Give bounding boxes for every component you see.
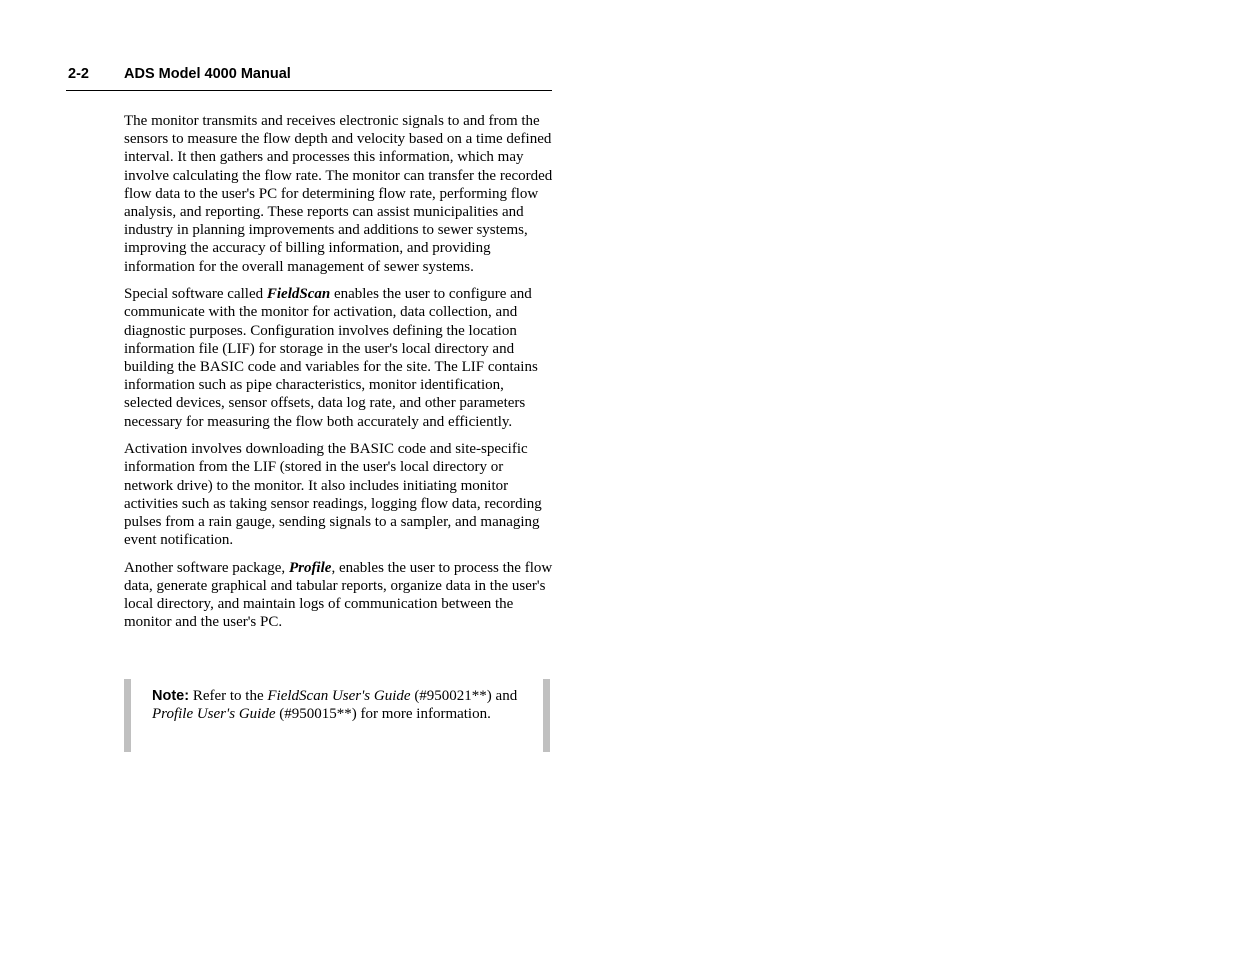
paragraph-fieldscan — [124, 285, 554, 431]
fieldscan-product-name: FieldScan — [266, 286, 331, 303]
page-header — [66, 64, 552, 91]
manual-title: ADS Model 4000 Manual — [124, 66, 291, 82]
paragraph-monitor-overview: The monitor transmits and receives electronic signals to and from the sensors to measure the flow depth and velocity based on a time defined interval. It then gathers and processes this information, which may involve calculating the flow rate. The monitor can transfer the recorded flow data to the user's PC for determining flow rate, performing flow analysis, and reporting. These reports can assist municipalities and industry in planning improvements and additions to sewer systems, improving the accuracy of billing information, and providing information for the overall management of sewer systems. — [124, 113, 553, 275]
paragraph-fieldscan-lead: Special software called — [124, 286, 267, 303]
note-label: Note: — [152, 688, 190, 704]
note-text — [152, 687, 522, 723]
paragraph-profile-rest: , enables the user to process the flow data, generate graphical and tabular reports, organize data in the user's local directory, and maintain logs of communication between the monitor and the user's PC. — [124, 559, 553, 631]
note-box — [124, 679, 550, 752]
paragraph-profile-lead: Another software package, — [124, 559, 289, 576]
profile-product-name: Profile — [288, 559, 332, 576]
page-number: 2-2 — [68, 66, 89, 82]
paragraph-activation: Activation involves downloading the BASIC code and site-specific information from the LIF (stored in the user's local directory or network drive) to the monitor. It also includes initiating monitor activities such as taking sensor readings, logging flow data, recording pulses from a rain gauge, sending signals to a sampler, and managing event notification. — [124, 441, 542, 549]
profile-guide-title: Profile User's Guide — [152, 706, 276, 723]
body-text — [124, 112, 554, 641]
note-text-part-1: Refer to the — [189, 688, 268, 704]
note-text-part-3: (#950015**) for more information. — [275, 706, 491, 723]
paragraph-profile — [124, 559, 554, 632]
note-text-part-2: (#950021**) and — [410, 688, 518, 704]
paragraph-fieldscan-rest: enables the user to configure and communicate with the monitor for activation, data collection, and diagnostic purposes. Configuration involves defining the location information file (LIF) for storage in the user's local directory and building the BASIC code and variables for the site. The LIF contains information such as pipe characteristics, monitor identification, selected devices, sensor offsets, data log rate, and other parameters necessary for measuring the flow both accurately and efficiently. — [124, 286, 538, 430]
fieldscan-guide-title: FieldScan User's Guide — [267, 688, 411, 704]
